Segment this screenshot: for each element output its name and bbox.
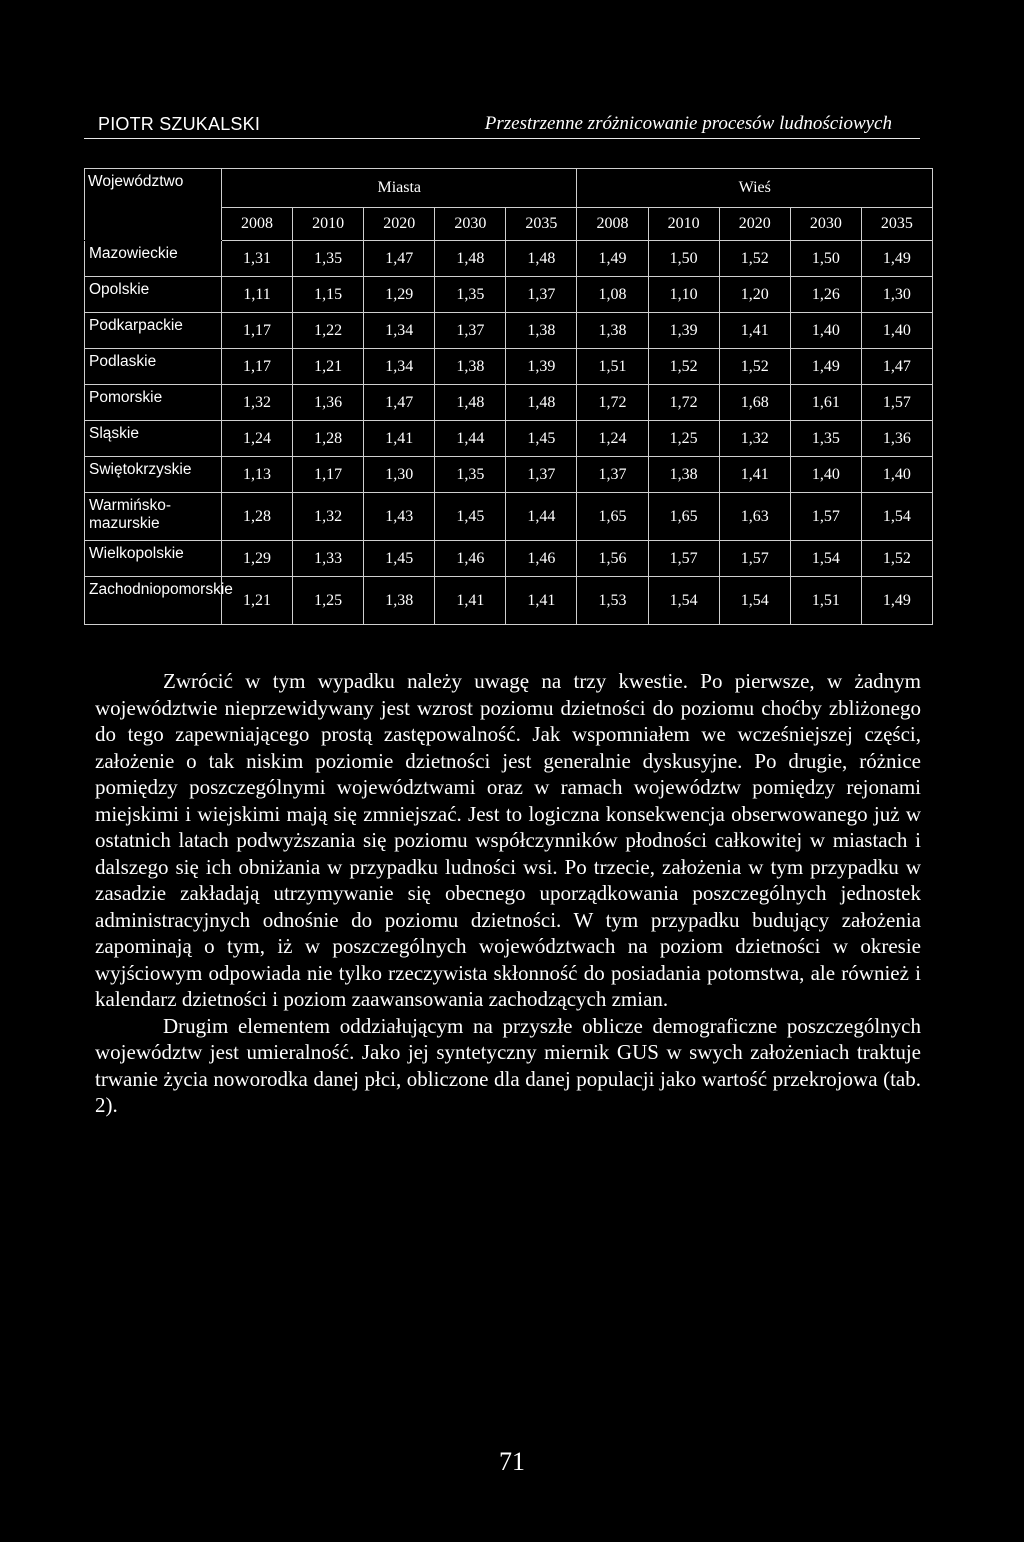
- fertility-table: [84, 168, 933, 625]
- table-cell: 1,31: [222, 241, 293, 277]
- table-cell: 1,72: [648, 385, 719, 421]
- table-cell: 1,57: [790, 493, 861, 541]
- body-text: [95, 668, 921, 1119]
- paragraph: Drugim elementem oddziałującym na przyszłe oblicze demograficzne poszczególnych województw jest umieralność. Jako jej syntetyczny miernik GUS w swych założeniach traktuje trwanie życia noworodka danej płci, obliczone dla danej populacji jako wartość przekrojowa (tab. 2).: [95, 1013, 921, 1117]
- row-voivodeship-name: Podlaskie: [85, 349, 222, 385]
- table-cell: 1,50: [790, 241, 861, 277]
- table-cell: 1,22: [293, 313, 364, 349]
- table-row: [85, 493, 933, 541]
- table-cell: 1,52: [861, 541, 932, 577]
- table-cell: 1,11: [222, 277, 293, 313]
- table-cell: 1,32: [719, 421, 790, 457]
- table-cell: 1,48: [435, 241, 506, 277]
- table-row: [85, 277, 933, 313]
- table-cell: 1,48: [506, 385, 577, 421]
- row-voivodeship-name: Swiętokrzyskie: [85, 457, 222, 493]
- table-cell: 1,24: [577, 421, 648, 457]
- year-header: 2008: [222, 208, 293, 241]
- table-row: [85, 457, 933, 493]
- table-corner-label: Województwo: [85, 169, 222, 241]
- table-cell: 1,25: [293, 577, 364, 625]
- group-header-rural: Wieś: [577, 169, 933, 208]
- table-cell: 1,51: [577, 349, 648, 385]
- table-row: [85, 577, 933, 625]
- year-header: 2010: [648, 208, 719, 241]
- year-header: 2010: [293, 208, 364, 241]
- table-cell: 1,35: [790, 421, 861, 457]
- row-voivodeship-name: Opolskie: [85, 277, 222, 313]
- table-cell: 1,56: [577, 541, 648, 577]
- running-header-author: PIOTR SZUKALSKI: [98, 114, 261, 134]
- table-cell: 1,54: [861, 493, 932, 541]
- table-cell: 1,44: [435, 421, 506, 457]
- table-cell: 1,36: [293, 385, 364, 421]
- table-cell: 1,47: [861, 349, 932, 385]
- page-number: 71: [499, 1447, 525, 1476]
- table-cell: 1,21: [222, 577, 293, 625]
- table-cell: 1,29: [222, 541, 293, 577]
- table-cell: 1,53: [577, 577, 648, 625]
- table-cell: 1,51: [790, 577, 861, 625]
- table-cell: 1,48: [506, 241, 577, 277]
- table-cell: 1,30: [861, 277, 932, 313]
- table-row: [85, 241, 933, 277]
- table-cell: 1,48: [435, 385, 506, 421]
- table-cell: 1,47: [364, 241, 435, 277]
- table-cell: 1,38: [506, 313, 577, 349]
- table-cell: 1,36: [861, 421, 932, 457]
- table-cell: 1,25: [648, 421, 719, 457]
- table-cell: 1,34: [364, 349, 435, 385]
- table-cell: 1,50: [648, 241, 719, 277]
- table-cell: 1,17: [222, 313, 293, 349]
- table-cell: 1,40: [790, 457, 861, 493]
- table-row: [85, 541, 933, 577]
- table-cell: 1,45: [435, 493, 506, 541]
- table-cell: 1,38: [364, 577, 435, 625]
- table-row: [85, 421, 933, 457]
- table-cell: 1,21: [293, 349, 364, 385]
- year-header: 2008: [577, 208, 648, 241]
- table-cell: 1,45: [364, 541, 435, 577]
- table-cell: 1,20: [719, 277, 790, 313]
- table-cell: 1,37: [435, 313, 506, 349]
- year-header: 2035: [506, 208, 577, 241]
- table-cell: 1,35: [435, 277, 506, 313]
- table-cell: 1,68: [719, 385, 790, 421]
- table-cell: 1,15: [293, 277, 364, 313]
- table-cell: 1,46: [506, 541, 577, 577]
- table-cell: 1,52: [648, 349, 719, 385]
- table-cell: 1,46: [435, 541, 506, 577]
- table-cell: 1,24: [222, 421, 293, 457]
- table-row: [85, 313, 933, 349]
- table-cell: 1,29: [364, 277, 435, 313]
- table-cell: 1,65: [577, 493, 648, 541]
- table-cell: 1,57: [648, 541, 719, 577]
- table-cell: 1,40: [790, 313, 861, 349]
- year-header: 2020: [719, 208, 790, 241]
- table-cell: 1,41: [364, 421, 435, 457]
- row-voivodeship-name: Warmińsko-mazurskie: [85, 493, 222, 541]
- table-cell: 1,72: [577, 385, 648, 421]
- year-header: 2030: [435, 208, 506, 241]
- table-cell: 1,47: [364, 385, 435, 421]
- table-cell: 1,45: [506, 421, 577, 457]
- table-cell: 1,52: [719, 241, 790, 277]
- table-cell: 1,49: [577, 241, 648, 277]
- table-row: [85, 349, 933, 385]
- table-cell: 1,41: [435, 577, 506, 625]
- table-cell: 1,37: [506, 457, 577, 493]
- table-cell: 1,08: [577, 277, 648, 313]
- year-header: 2030: [790, 208, 861, 241]
- table-cell: 1,65: [648, 493, 719, 541]
- table-cell: 1,44: [506, 493, 577, 541]
- table-cell: 1,26: [790, 277, 861, 313]
- table-cell: 1,40: [861, 313, 932, 349]
- row-voivodeship-name: Podkarpackie: [85, 313, 222, 349]
- table-cell: 1,28: [222, 493, 293, 541]
- running-header: [84, 114, 920, 139]
- table-cell: 1,41: [719, 313, 790, 349]
- table-cell: 1,10: [648, 277, 719, 313]
- table-body: [85, 241, 933, 625]
- row-voivodeship-name: Wielkopolskie: [85, 541, 222, 577]
- group-header-urban: Miasta: [222, 169, 577, 208]
- table-cell: 1,43: [364, 493, 435, 541]
- row-voivodeship-name: Zachodniopomorskie: [85, 577, 222, 625]
- table-cell: 1,61: [790, 385, 861, 421]
- row-voivodeship-name: Pomorskie: [85, 385, 222, 421]
- table-cell: 1,49: [861, 577, 932, 625]
- table-cell: 1,35: [435, 457, 506, 493]
- table-cell: 1,37: [506, 277, 577, 313]
- table-cell: 1,40: [861, 457, 932, 493]
- table-cell: 1,41: [719, 457, 790, 493]
- table-cell: 1,57: [861, 385, 932, 421]
- table-cell: 1,41: [506, 577, 577, 625]
- table-cell: 1,54: [719, 577, 790, 625]
- table-cell: 1,54: [648, 577, 719, 625]
- table-cell: 1,17: [222, 349, 293, 385]
- table-cell: 1,54: [790, 541, 861, 577]
- year-header: 2020: [364, 208, 435, 241]
- table-cell: 1,17: [293, 457, 364, 493]
- table-cell: 1,34: [364, 313, 435, 349]
- table-cell: 1,49: [861, 241, 932, 277]
- table-cell: 1,33: [293, 541, 364, 577]
- table-cell: 1,30: [364, 457, 435, 493]
- table-cell: 1,63: [719, 493, 790, 541]
- paragraph: Zwrócić w tym wypadku należy uwagę na trzy kwestie. Po pierwsze, w żadnym województwie nieprzewidywany jest wzrost poziomu dzietności do poziomu choćby zbliżonego do tego zapewniającego prostą zastępowalność. Jak wspomniałem we wcześniejszej części, założenie o tak niskim poziomie dzietności jest generalnie dyskusyjne. Po drugie, różnice pomiędzy poszczególnymi województwami oraz w ramach województw pomiędzy rejonami miejskimi i wiejskimi mają się zmniejszać. Jest to logiczna konsekwencja obserwowanego już w ostatnich latach podwyższania się poziomu współczynników płodności całkowitej w miastach i dalszego się ich obniżania w przypadku ludności wsi. Po trzecie, założenia w tym przypadku w zasadzie zakładają utrzymywanie się obecnego uporządkowania poszczególnych jednostek administracyjnych odnośnie do poziomu dzietności. W tym przypadku budujący założenia zapominają o tym, iż w poszczególnych województwach na poziom dzietności w okresie wyjściowym odpowiada nie tylko rzeczywista skłonność do posiadania potomstwa, ale również i kalendarz dzietności i poziom zaawansowania zachodzących zmian.: [95, 669, 921, 1011]
- table-cell: 1,28: [293, 421, 364, 457]
- table-cell: 1,38: [577, 313, 648, 349]
- table-cell: 1,57: [719, 541, 790, 577]
- table-cell: 1,32: [222, 385, 293, 421]
- table-cell: 1,52: [719, 349, 790, 385]
- row-voivodeship-name: Mazowieckie: [85, 241, 222, 277]
- table-cell: 1,13: [222, 457, 293, 493]
- running-header-title: Przestrzenne zróżnicowanie procesów ludnościowych: [484, 113, 892, 134]
- table-cell: 1,37: [577, 457, 648, 493]
- table-cell: 1,49: [790, 349, 861, 385]
- table-cell: 1,38: [435, 349, 506, 385]
- table-row: [85, 385, 933, 421]
- row-voivodeship-name: Sląskie: [85, 421, 222, 457]
- table-cell: 1,38: [648, 457, 719, 493]
- table-cell: 1,39: [648, 313, 719, 349]
- year-header: 2035: [861, 208, 932, 241]
- table-cell: 1,35: [293, 241, 364, 277]
- table-cell: 1,32: [293, 493, 364, 541]
- table-cell: 1,39: [506, 349, 577, 385]
